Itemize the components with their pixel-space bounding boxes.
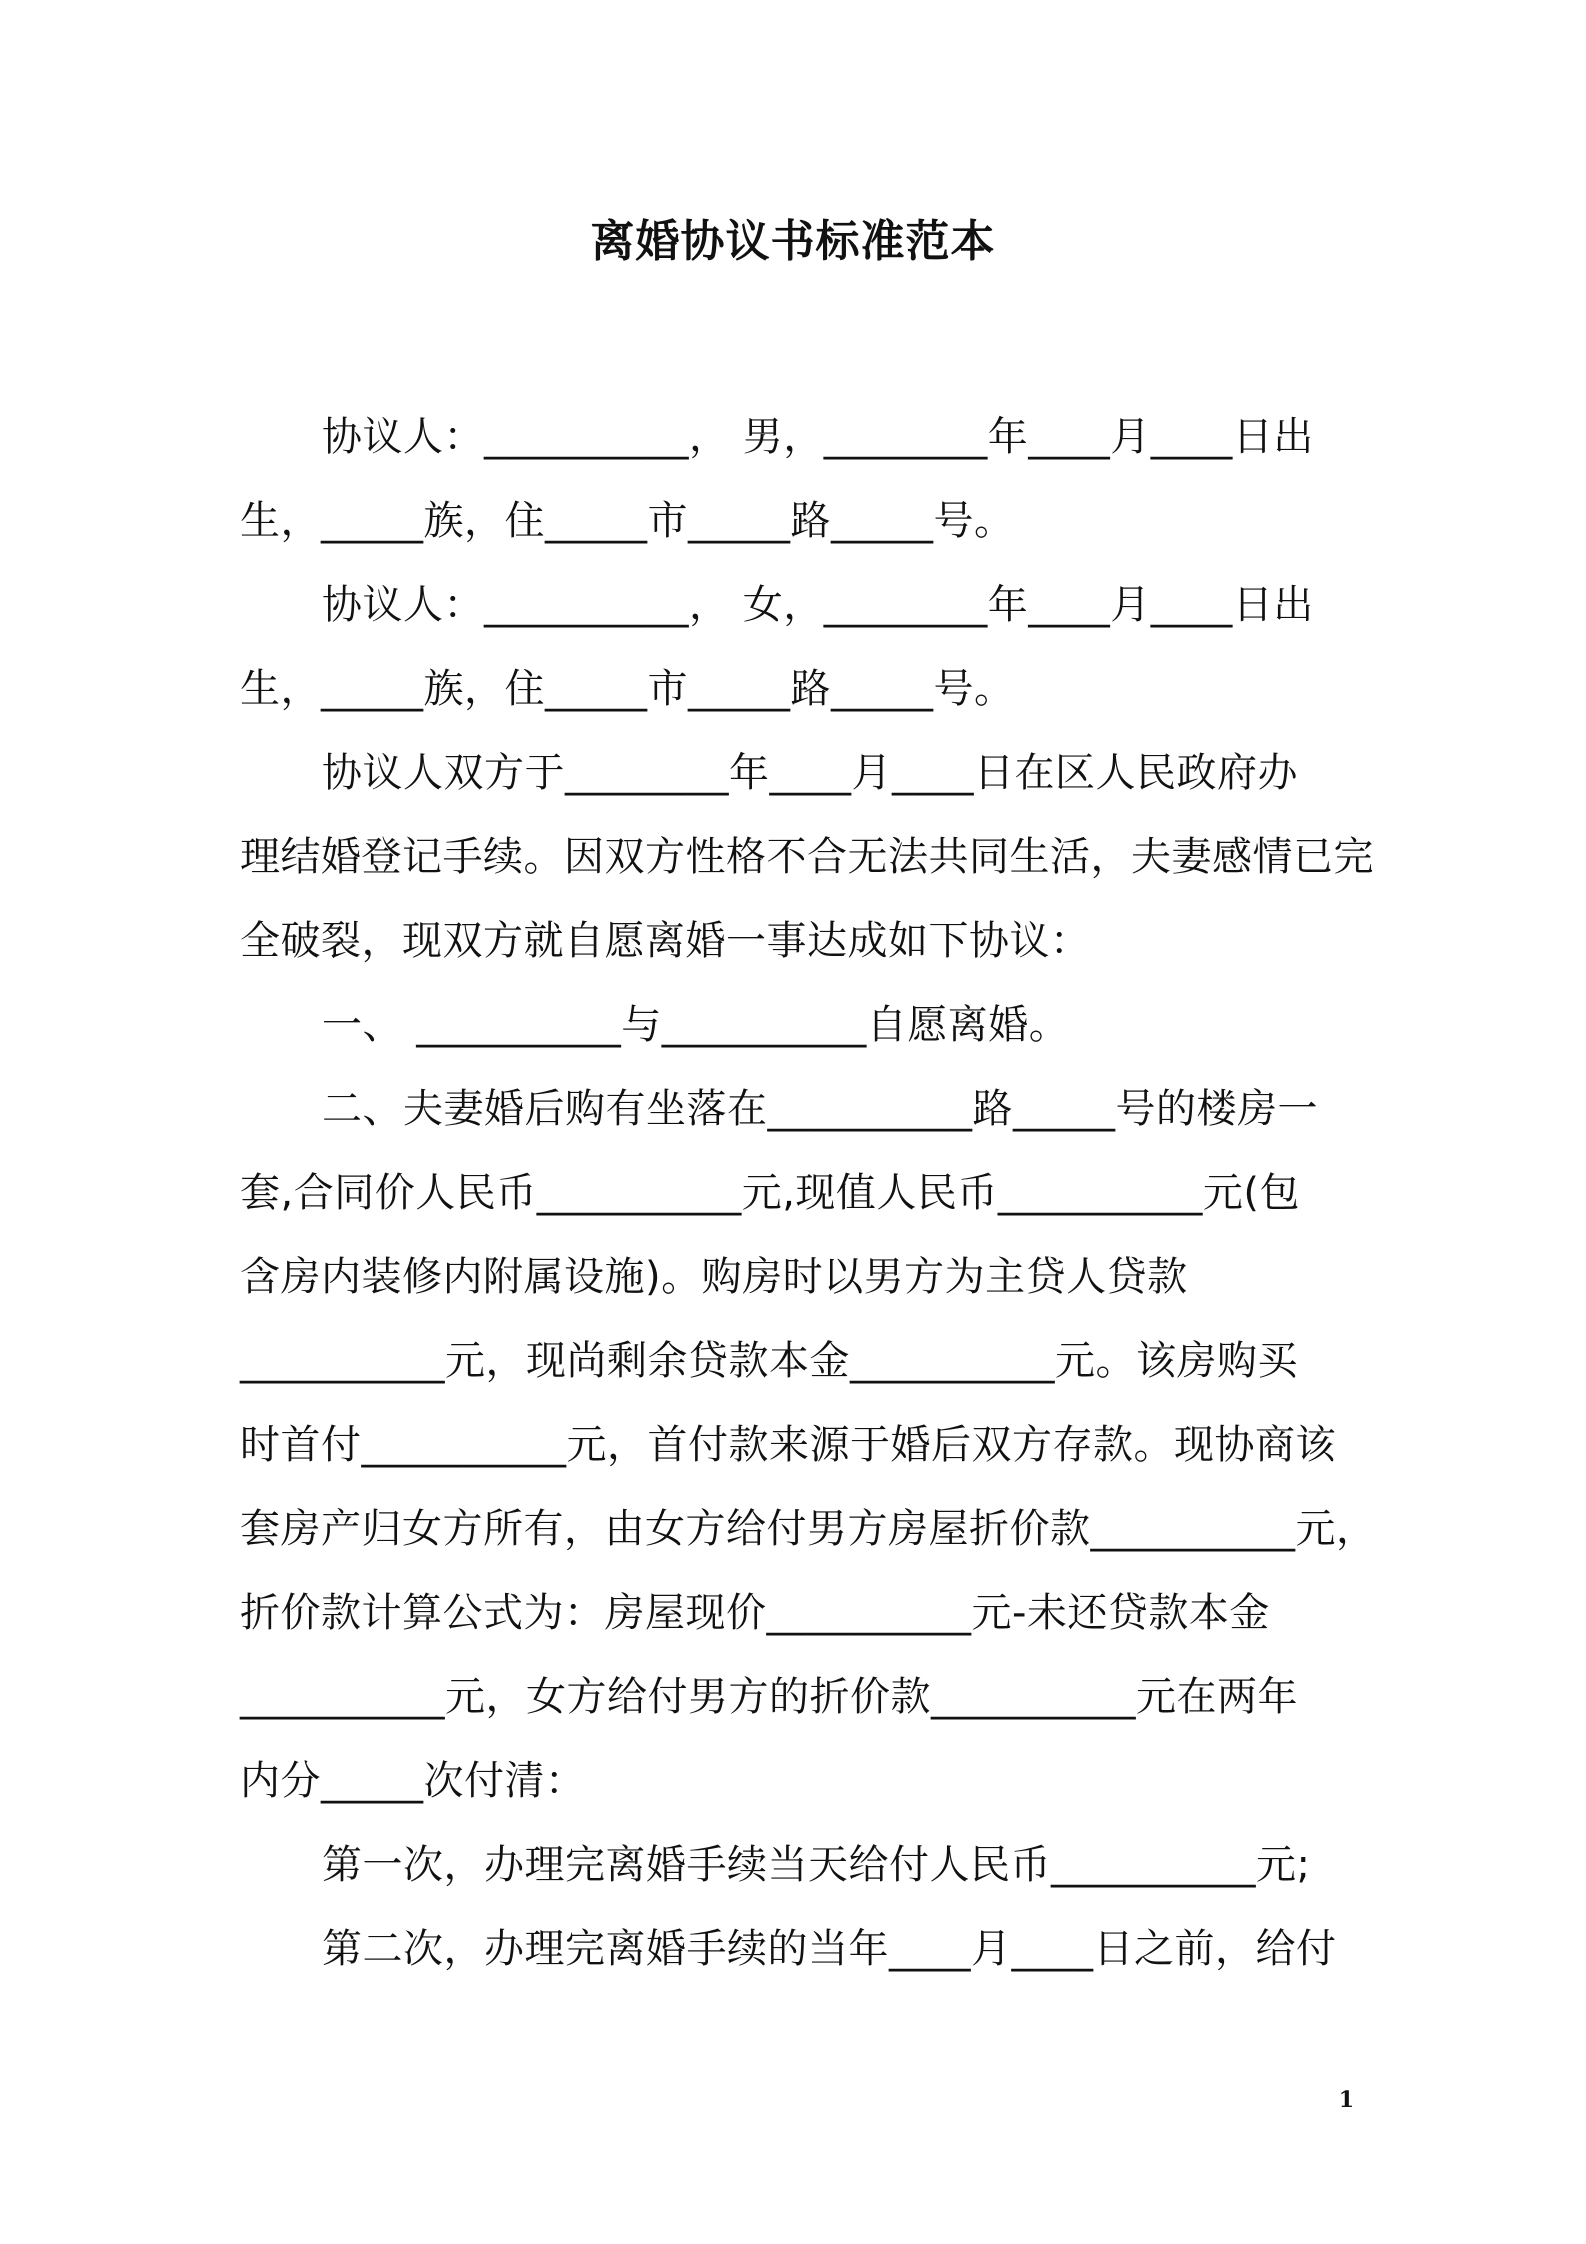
paragraph-line: 全破裂，现双方就自愿离婚一事达成如下协议：	[240, 918, 1091, 964]
paragraph-line: 套,合同价人民币__________元,现值人民币__________元(包	[240, 1170, 1301, 1216]
paragraph-line: __________元，现尚剩余贷款本金__________元。该房购买	[240, 1338, 1298, 1384]
paragraph-line: 含房内装修内附属设施)。购房时以男方为主贷人贷款	[240, 1254, 1188, 1300]
paragraph-line: 生，_____族，住_____市_____路_____号。	[240, 666, 1015, 712]
paragraph-line: 协议人：__________， 男，________年____月____日出	[322, 414, 1314, 460]
page-number: 1	[1338, 2087, 1354, 2113]
paragraph-line: 二、夫妻婚后购有坐落在__________路_____号的楼房一	[322, 1086, 1318, 1132]
paragraph-line: 协议人：__________， 女，________年____月____日出	[322, 582, 1314, 628]
paragraph-line: 第一次，办理完离婚手续当天给付人民币__________元;	[322, 1842, 1311, 1888]
paragraph-line: 理结婚登记手续。因双方性格不合无法共同生活，夫妻感情已完	[240, 834, 1374, 880]
paragraph-line: 一、 __________与__________自愿离婚。	[322, 1002, 1070, 1048]
paragraph-line: 时首付__________元，首付款来源于婚后双方存款。现协商该	[240, 1422, 1336, 1468]
paragraph-line: 第二次，办理完离婚手续的当年____月____日之前，给付	[322, 1926, 1337, 1972]
paragraph-line: 协议人双方于________年____月____日在区人民政府办	[322, 750, 1298, 796]
paragraph-line: 内分_____次付清：	[240, 1758, 586, 1804]
paragraph-line: 折价款计算公式为：房屋现价__________元-未还贷款本金	[240, 1590, 1270, 1636]
paragraph-line: 生，_____族，住_____市_____路_____号。	[240, 498, 1015, 544]
paragraph-line: 套房产归女方所有，由女方给付男方房屋折价款__________元，	[240, 1506, 1377, 1552]
document-title: 离婚协议书标准范本	[590, 216, 996, 267]
paragraph-line: __________元，女方给付男方的折价款__________元在两年	[240, 1674, 1298, 1720]
